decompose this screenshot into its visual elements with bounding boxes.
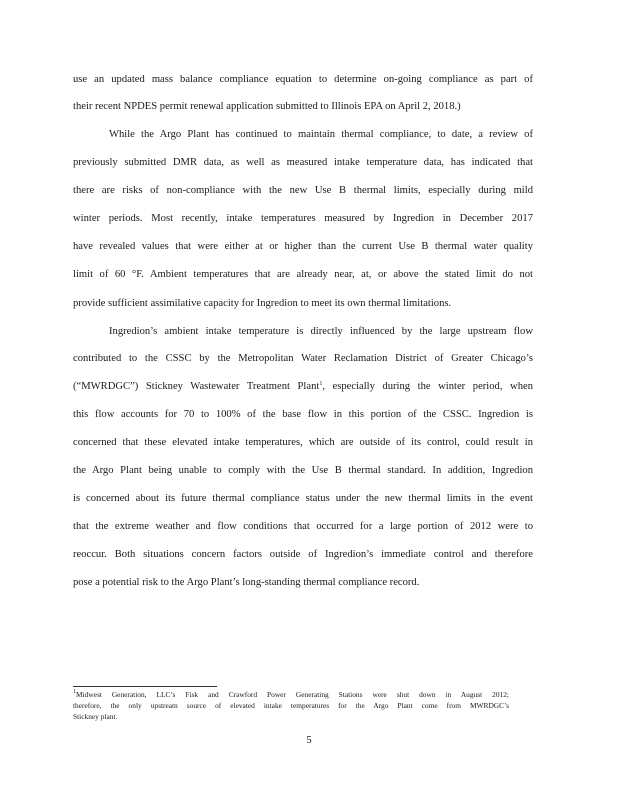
- body-line: provide sufficient assimilative capacity for Ingredion to meet its own thermal limitations.: [73, 298, 452, 309]
- body-line: use an updated mass balance compliance equation to determine on-going compliance as part of: [73, 74, 533, 85]
- body-line: their recent NPDES permit renewal application submitted to Illinois EPA on April 2, 2018.): [73, 101, 461, 112]
- body-line: reoccur. Both situations concern factors outside of Ingredion’s immediate control and therefore: [73, 549, 533, 560]
- body-line: previously submitted DMR data, as well as measured intake temperature data, has indicated that: [73, 157, 533, 168]
- footnote-marker: 1: [73, 689, 76, 695]
- footnote-line: [73, 690, 509, 700]
- body-line: winter periods. Most recently, intake temperatures measured by Ingredion in December 2017: [73, 213, 533, 224]
- body-line: concerned that these elevated intake temperatures, which are outside of its control, could result in: [73, 437, 533, 448]
- footnote-line: Stickney plant.: [73, 712, 118, 721]
- body-line: While the Argo Plant has continued to maintain thermal compliance, to date, a review of: [109, 129, 533, 140]
- footnote-line: therefore, the only upstream source of elevated intake temperatures for the Argo Plant come from MWRDGC’s: [73, 701, 509, 710]
- footnote-text: Midwest Generation, LLC’s Fisk and Crawford Power Generating Stations were shut down in August 2012;: [76, 690, 509, 699]
- body-line: have revealed values that were either at or higher than the current Use B thermal water quality: [73, 241, 533, 252]
- footnote-divider: [73, 686, 217, 687]
- body-line: Ingredion’s ambient intake temperature is directly influenced by the large upstream flow: [109, 326, 533, 337]
- body-line: contributed to the CSSC by the Metropolitan Water Reclamation District of Greater Chicago’s: [73, 353, 533, 364]
- body-line: there are risks of non-compliance with the new Use B thermal limits, especially during mild: [73, 185, 533, 196]
- body-line: the Argo Plant being unable to comply with the Use B thermal standard. In addition, Ingredion: [73, 465, 533, 476]
- body-line: pose a potential risk to the Argo Plant’s long-standing thermal compliance record.: [73, 577, 420, 588]
- page-number: 5: [306, 735, 312, 746]
- body-line: [73, 380, 533, 394]
- body-text: (“MWRDGC”) Stickney Wastewater Treatment Plant: [73, 381, 320, 392]
- body-line: limit of 60 °F. Ambient temperatures that are already near, at, or above the stated limit do not: [73, 269, 533, 280]
- body-line: that the extreme weather and flow conditions that occurred for a large portion of 2012 were to: [73, 521, 533, 532]
- body-line: this flow accounts for 70 to 100% of the base flow in this portion of the CSSC. Ingredion is: [73, 409, 533, 420]
- body-text: , especially during the winter period, when: [322, 381, 533, 392]
- body-line: is concerned about its future thermal compliance status under the new thermal limits in the event: [73, 493, 533, 504]
- footnote-reference: 1: [319, 381, 323, 387]
